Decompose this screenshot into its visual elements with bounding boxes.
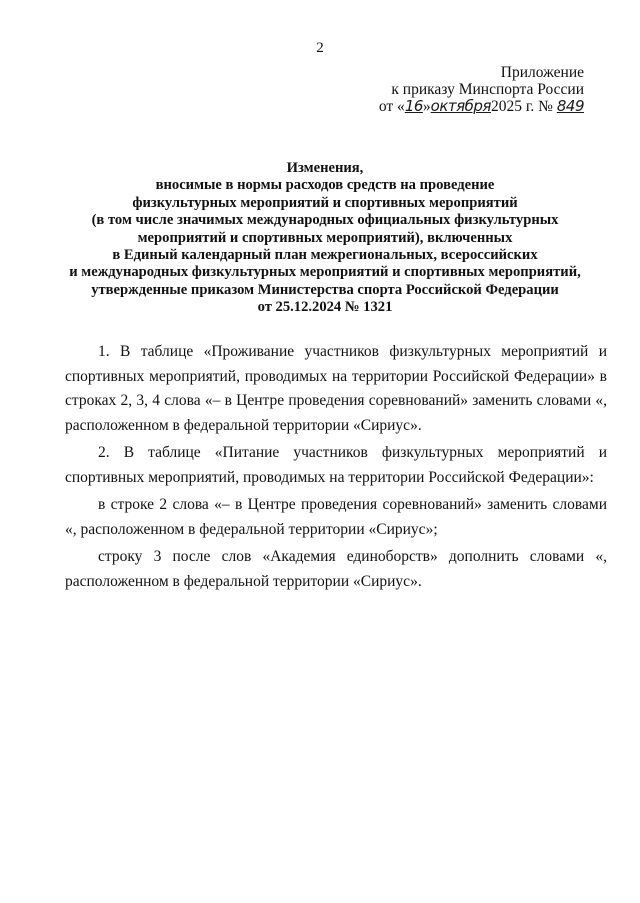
appendix-day-close: » bbox=[422, 98, 431, 115]
appendix-header bbox=[379, 64, 584, 115]
appendix-date-prefix: от « bbox=[378, 98, 405, 115]
appendix-label: Приложение bbox=[500, 64, 584, 81]
title-line: от 25.12.2024 № 1321 bbox=[257, 299, 393, 316]
handwritten-order-number: 849 bbox=[556, 97, 584, 115]
paragraph-3: в строке 2 слова «– в Центре проведения соревнований» заменить словами «, расположенном в федеральной территории «Сириус»; bbox=[65, 496, 607, 538]
title-line: мероприятий и спортивных мероприятий), включенных bbox=[137, 229, 513, 246]
page-number: 2 bbox=[316, 40, 324, 56]
paragraph-4: строку 3 после слов «Академия единоборств» дополнить словами «, расположенном в федеральной территории «Сириус». bbox=[65, 548, 607, 590]
handwritten-day: 16 bbox=[404, 97, 423, 115]
handwritten-month: октября bbox=[430, 97, 491, 115]
title-line: физкультурных мероприятий и спортивных мероприятий bbox=[132, 194, 518, 211]
appendix-date-number-line bbox=[379, 98, 584, 115]
title-line: Изменения, bbox=[286, 160, 364, 176]
appendix-order-reference: к приказу Минспорта России bbox=[391, 81, 584, 98]
title-line: утвержденные приказом Министерства спорта Российской Федерации bbox=[91, 281, 559, 298]
paragraph-1: 1. В таблице «Проживание участников физкультурных мероприятий и спортивных мероприятий, проводимых на территории Российской Федерации» в строках 2, 3, 4 слова «– в Центре проведения соревнований» заменить словами «, расположенном в федеральной территории «Сириус». bbox=[65, 343, 607, 434]
title-line: и международных физкультурных мероприятий и спортивных мероприятий, bbox=[69, 264, 581, 281]
title-line: в Единый календарный план межрегиональных, всероссийских bbox=[112, 247, 538, 264]
title-line: (в том числе значимых международных официальных физкультурных bbox=[91, 212, 559, 229]
appendix-year: 2025 г. № bbox=[490, 98, 553, 115]
document-body bbox=[65, 340, 607, 597]
document-title bbox=[40, 160, 610, 317]
title-line: вносимые в нормы расходов средств на проведение bbox=[155, 177, 495, 194]
paragraph-2: 2. В таблице «Питание участников физкультурных мероприятий и спортивных мероприятий, проводимых на территории Российской Федерации»: bbox=[65, 444, 607, 486]
